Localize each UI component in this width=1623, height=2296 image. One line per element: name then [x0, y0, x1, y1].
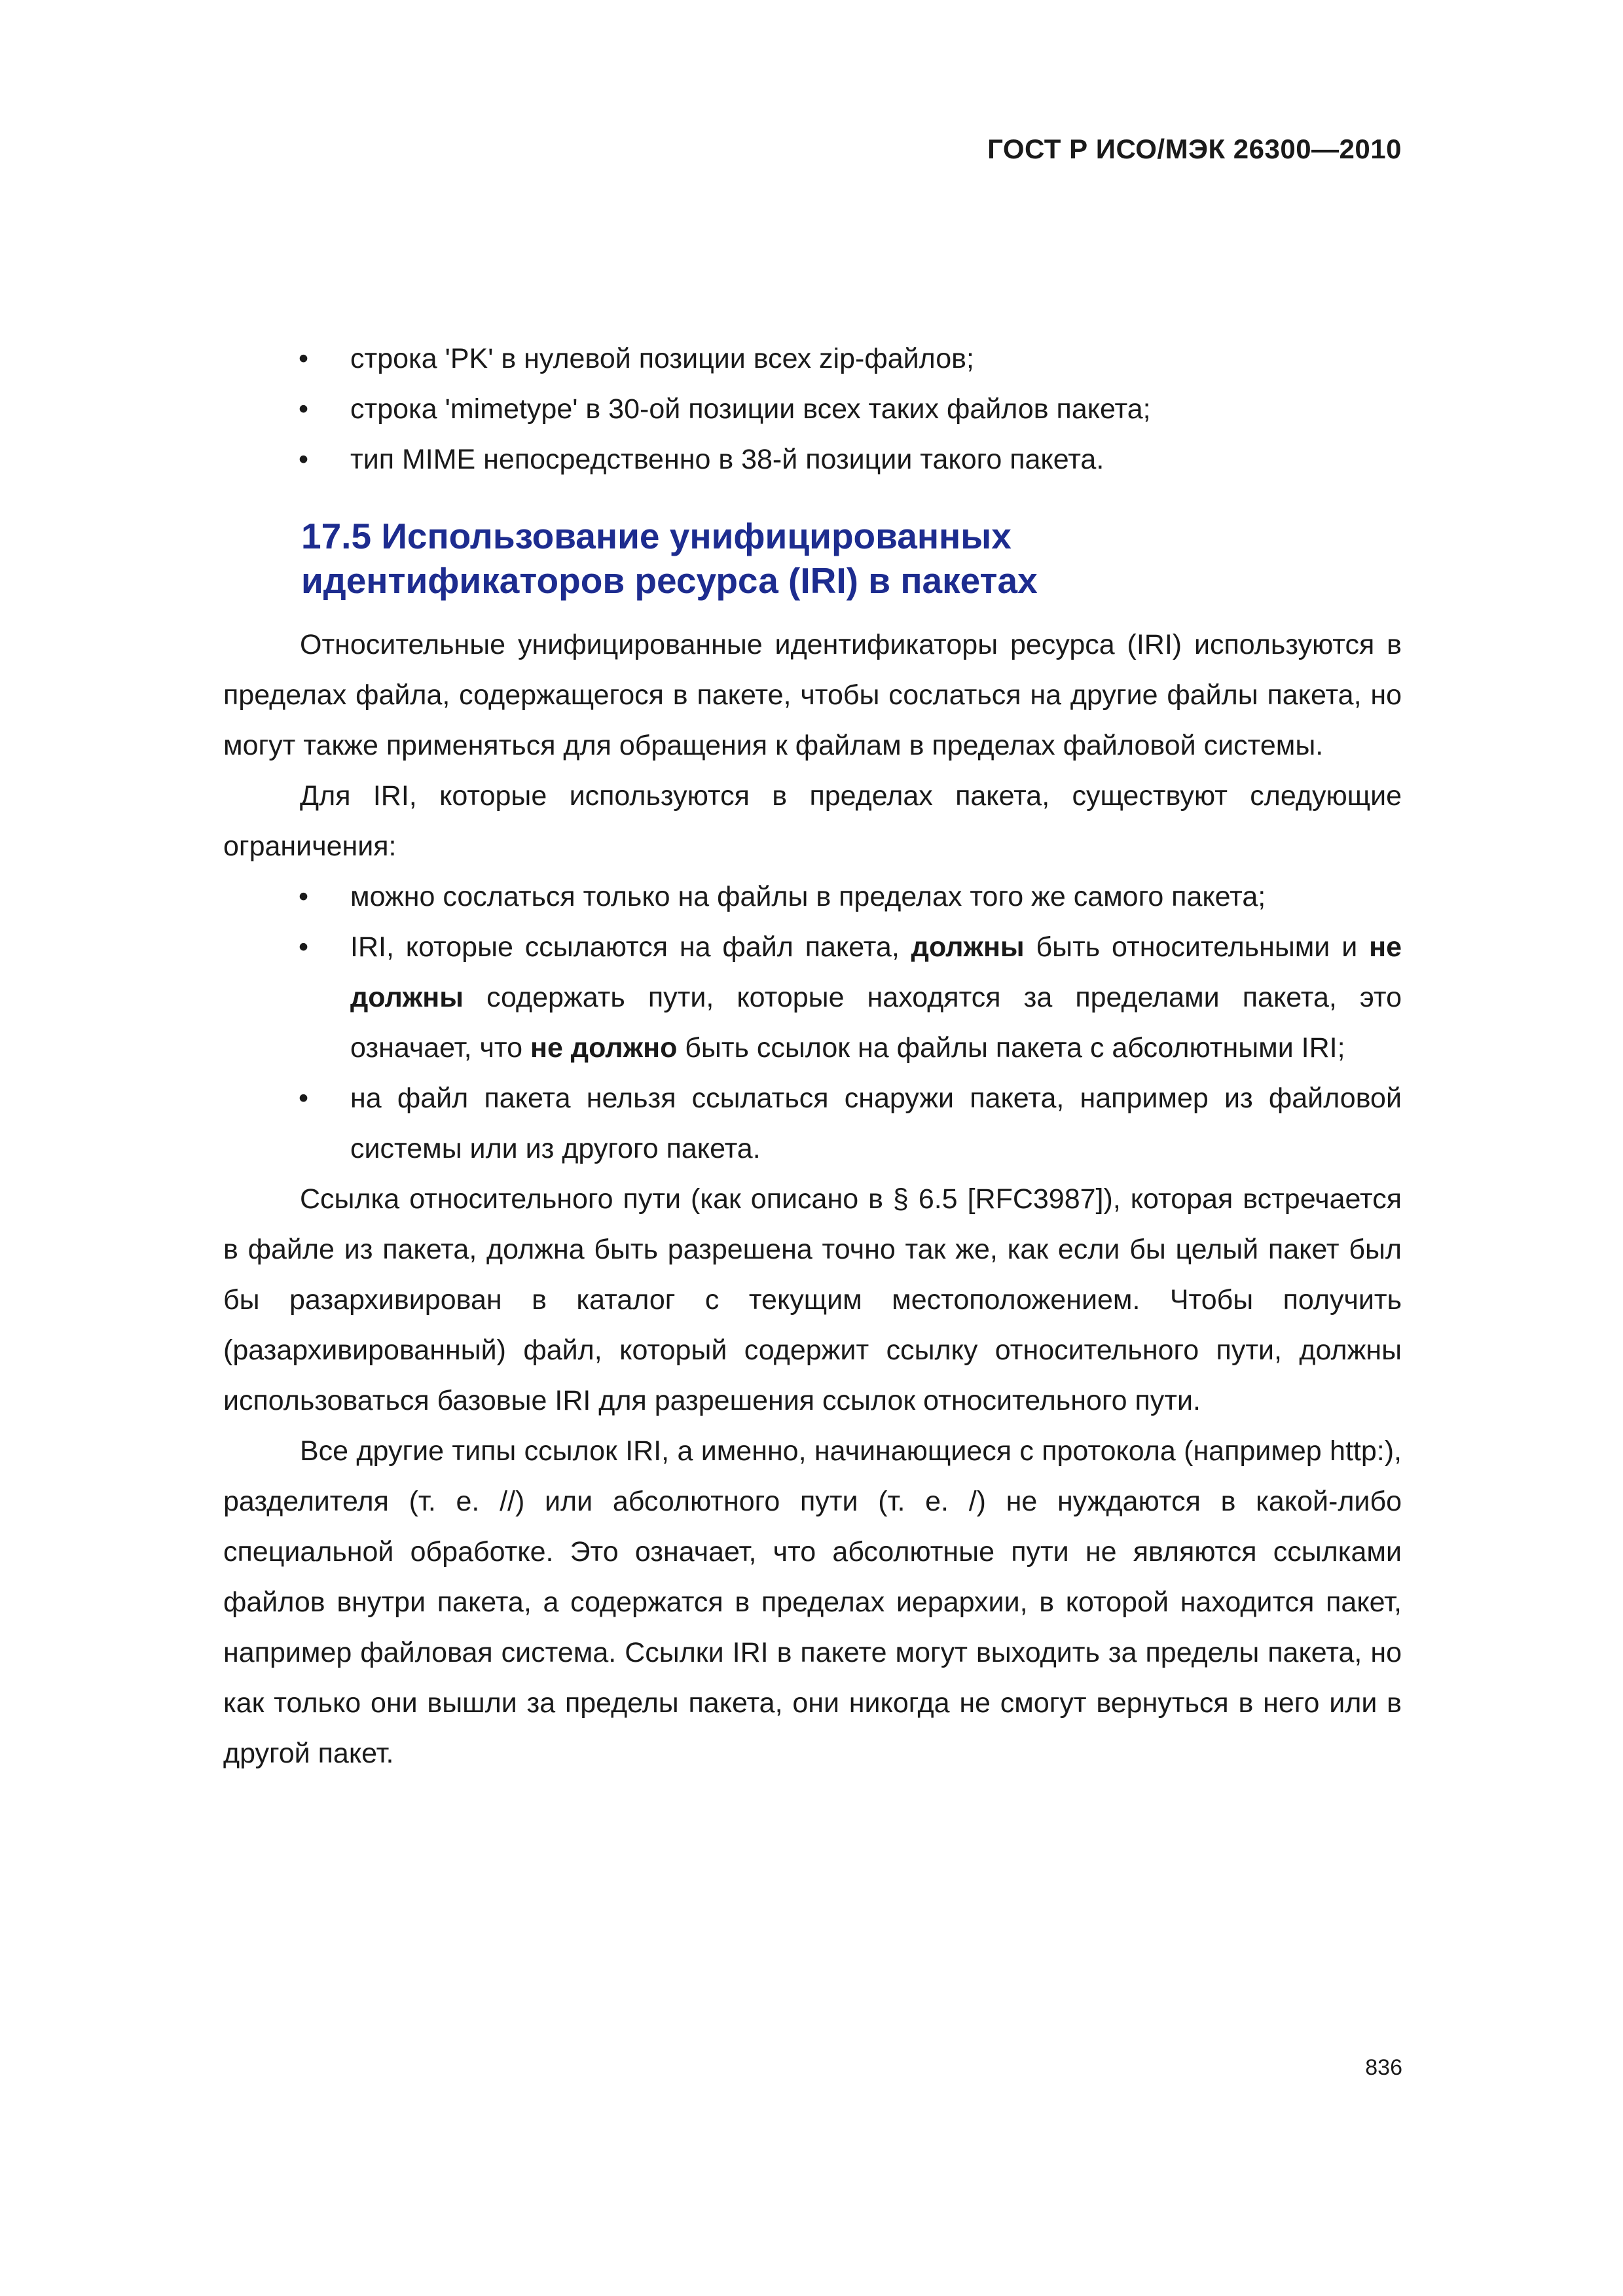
bullet-icon: • — [299, 881, 309, 912]
paragraph-relative-path: Ссылка относительного пути (как описано в § 6.5 [RFC3987]), которая встречается в файле из пакета, должна быть разрешена точно так же, как если бы целый пакет был бы разархивирован в каталог с текущим местоположением. Чтобы получить (разархивированный) файл, который содержит ссылку относительного пути, должны использоваться базовые IRI для разрешения ссылок относительного пути. — [223, 1183, 1402, 1416]
paragraph-other-iri: Все другие типы ссылок IRI, а именно, начинающиеся с протокола (например http:), разделителя (т. е. //) или абсолютного пути (т. е. /) не нуждаются в какой-либо специальной обработке. Это означает, что абсолютные пути не являются ссылками файлов внутри пакета, а содержатся в пределах иерархии, в которой находится пакет, например файловая система. Ссылки IRI в пакете могут выходить за пределы пакета, но как только они вышли за пределы пакета, они никогда не смогут вернуться в него или в другой пакет. — [223, 1435, 1402, 1769]
list-item — [223, 872, 1402, 922]
restrictions-list — [223, 872, 1402, 1174]
page-number: 836 — [1365, 2055, 1402, 2080]
section-heading-line-2: идентификаторов ресурса (IRI) в пакетах — [301, 560, 1038, 601]
text-run: быть относительными и — [1024, 931, 1370, 963]
list-item-text: тип MIME непосредственно в 38-й позиции такого пакета. — [350, 444, 1104, 475]
file-signature-list — [223, 334, 1402, 485]
bullet-icon: • — [299, 1083, 309, 1114]
section-heading-line-1: 17.5 Использование унифицированных — [301, 516, 1012, 556]
bullet-icon: • — [299, 343, 309, 374]
list-item — [223, 384, 1402, 435]
document-header: ГОСТ Р ИСО/МЭК 26300—2010 — [987, 134, 1402, 164]
emphasis-shall-not: не должно — [530, 1032, 678, 1064]
bullet-icon: • — [299, 393, 309, 425]
list-item — [223, 334, 1402, 384]
text-run: содержать пути, которые находятся за пределами пакета, это означает, что — [350, 982, 1402, 1064]
text-run: IRI, которые ссылаются на файл пакета, — [350, 931, 911, 963]
list-item-text: можно сослаться только на файлы в пределах того же самого пакета; — [350, 881, 1266, 912]
list-item-text: строка 'mimetype' в 30-ой позиции всех таких файлов пакета; — [350, 393, 1151, 425]
bullet-icon: • — [299, 444, 309, 475]
emphasis-must-not: не должны — [350, 931, 1402, 1013]
paragraph-restrictions-intro: Для IRI, которые используются в пределах пакета, существуют следующие ограничения: — [223, 780, 1402, 862]
text-run: быть ссылок на файлы пакета с абсолютными IRI; — [677, 1032, 1345, 1064]
paragraph-relative-iri: Относительные унифицированные идентификаторы ресурса (IRI) используются в пределах файла, содержащегося в пакете, чтобы сослаться на другие файлы пакета, но могут также применяться для обращения к файлам в пределах файловой системы. — [223, 629, 1402, 761]
list-item-text: строка 'PK' в нулевой позиции всех zip-файлов; — [350, 343, 974, 374]
list-item-text — [350, 931, 1402, 1064]
list-item-text: на файл пакета нельзя ссылаться снаружи пакета, например из файловой системы или из другого пакета. — [350, 1083, 1402, 1164]
list-item — [223, 435, 1402, 485]
list-item — [223, 922, 1402, 1073]
bullet-icon: • — [299, 931, 309, 963]
section-heading — [301, 514, 1402, 603]
list-item — [223, 1073, 1402, 1174]
emphasis-must: должны — [911, 931, 1025, 963]
page-content — [223, 334, 1402, 1779]
